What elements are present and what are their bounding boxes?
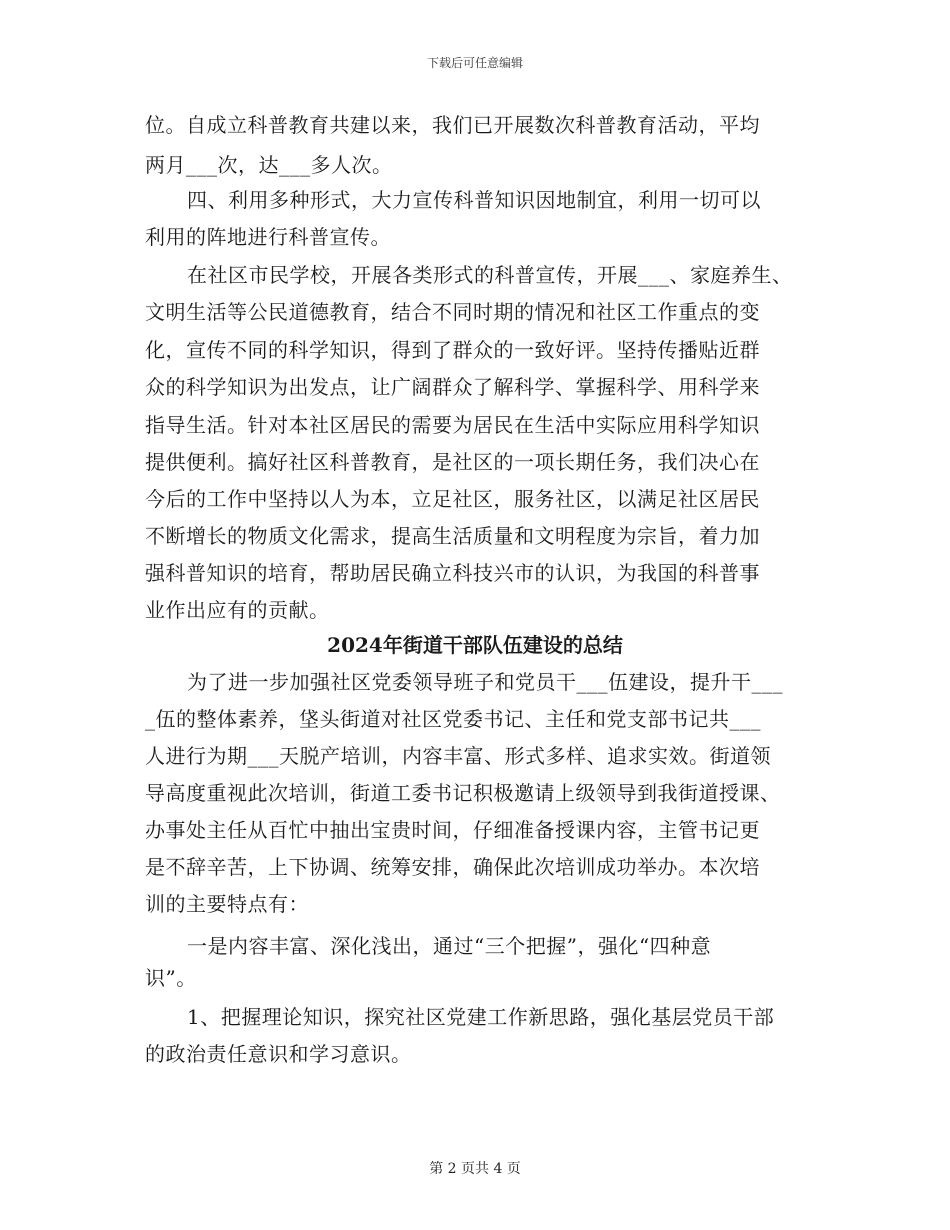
text-line: 四、利用多种形式，大力宣传科普知识因地制宜，利用一切可以 [187, 188, 761, 212]
text-line: 不断增长的物质文化需求，提高生活质量和文明程度为宗旨，着力加 [145, 524, 760, 548]
page-header: 下载后可任意编辑 [426, 56, 523, 70]
text-line: 人进行为期___天脱产培训，内容丰富、形式多样、追求实效。街道领 [145, 744, 771, 768]
text-line: 训的主要特点有： [145, 892, 309, 916]
page-footer: 第 2 页共 4 页 [429, 1161, 521, 1177]
text-line: 业作出应有的贡献。 [145, 598, 330, 622]
text-line: 文明生活等公民道德教育，结合不同时期的情况和社区工作重点的变 [145, 300, 760, 324]
text-line: 识”。 [145, 966, 197, 990]
text-line: 强科普知识的培育，帮助居民确立科技兴市的认识，为我国的科普事 [145, 561, 760, 585]
text-line: 为了进一步加强社区党委领导班子和党员干___伍建设，提升干___ [187, 670, 783, 694]
text-line: 众的科学知识为出发点，让广阔群众了解科学、掌握科学、用科学来 [145, 375, 760, 399]
text-line: 今后的工作中坚持以人为本，立足社区，服务社区，以满足社区居民 [145, 487, 760, 511]
text-line: 在社区市民学校，开展各类形式的科普宣传，开展___、家庭养生、 [187, 263, 793, 287]
text-line: 是不辞辛苦，上下协调、统筹安排，确保此次培训成功举办。本次培 [145, 855, 760, 879]
text-line: 提供便利。搞好社区科普教育，是社区的一项长期任务，我们决心在 [145, 450, 760, 474]
text-line: 指导生活。针对本社区居民的需要为居民在生活中实际应用科学知识 [145, 413, 760, 437]
text-line: 办事处主任从百忙中抽出宝贵时间，仔细准备授课内容，主管书记更 [145, 818, 760, 842]
text-line: _伍的整体素养，垡头街道对社区党委书记、主任和党支部书记共___ [145, 707, 761, 731]
text-line: 一是内容丰富、深化浅出，通过“三个把握”，强化“四种意 [187, 934, 712, 958]
text-line: 位。自成立科普教育共建以来，我们已开展数次科普教育活动，平均 [145, 113, 760, 137]
section-title: 2024年街道干部队伍建设的总结 [327, 633, 623, 657]
text-line: 两月___次，达___多人次。 [145, 153, 393, 177]
text-line: 化，宣传不同的科学知识，得到了群众的一致好评。坚持传播贴近群 [145, 338, 760, 362]
text-line: 的政治责任意识和学习意识。 [145, 1042, 412, 1066]
text-line: 利用的阵地进行科普宣传。 [145, 225, 391, 249]
text-line: 导高度重视此次培训，街道工委书记积极邀请上级领导到我街道授课、 [145, 781, 781, 805]
text-line: 1、把握理论知识，探究社区党建工作新思路，强化基层党员干部 [187, 1005, 775, 1029]
